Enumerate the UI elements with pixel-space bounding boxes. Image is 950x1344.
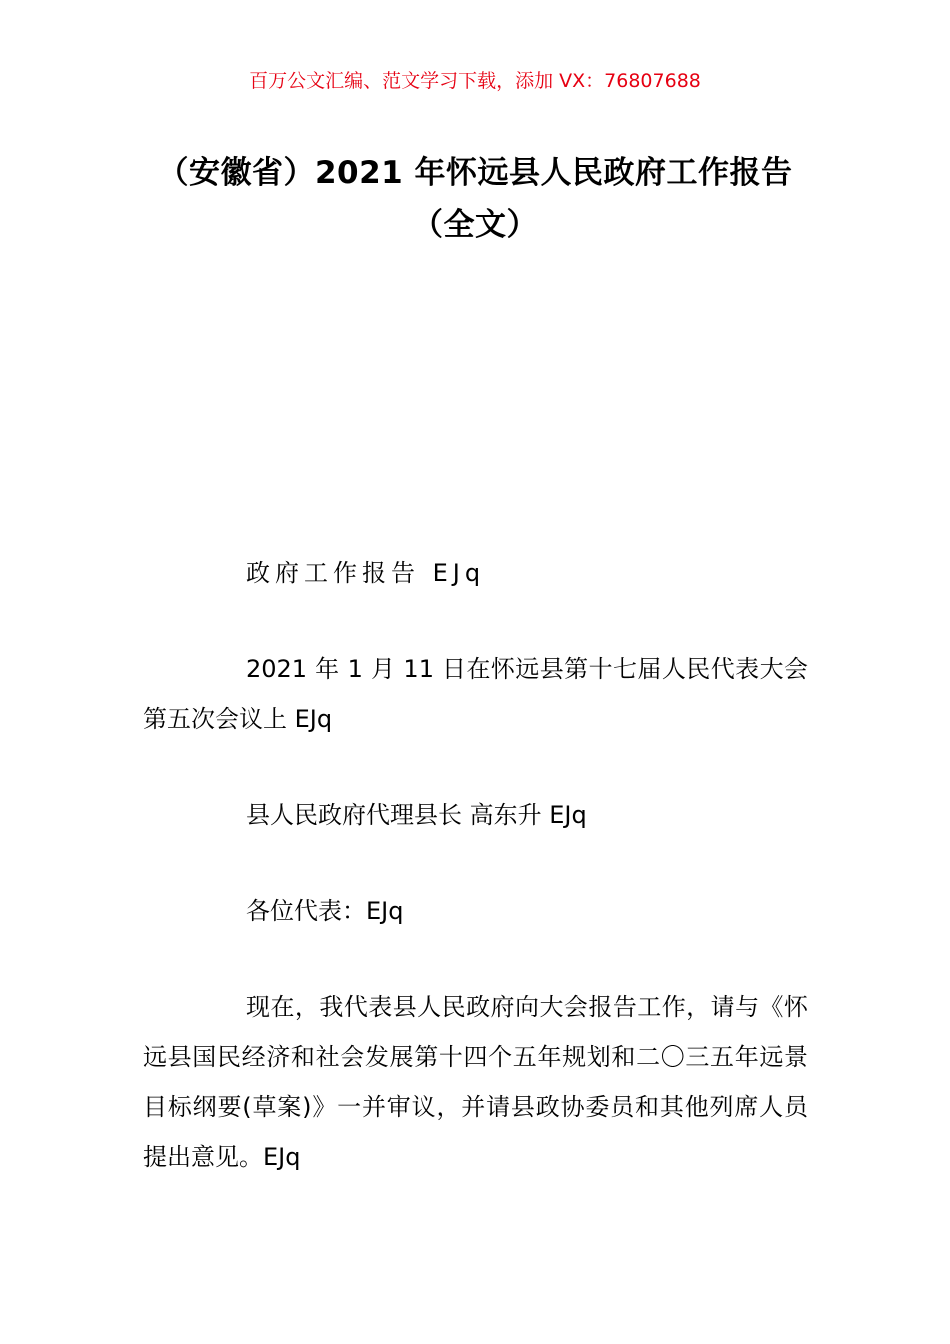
paragraph-opening: 现在，我代表县人民政府向大会报告工作，请与《怀远县国民经济和社会发展第十四个五年规划和二〇三五年远景目标纲要(草案)》一并审议，并请县政协委员和其他列席人员提出意见。EJq	[143, 993, 808, 1171]
paragraph-meeting-info: 2021 年 1 月 11 日在怀远县第十七届人民代表大会第五次会议上 EJq	[143, 655, 808, 733]
document-title: （安徽省）2021 年怀远县人民政府工作报告（全文）	[157, 155, 793, 243]
header-note: 百万公文汇编、范文学习下载，添加 VX：76807688	[249, 70, 701, 92]
paragraph-report-heading: 政府工作报告 EJq	[246, 559, 486, 587]
paragraph-salutation: 各位代表：EJq	[246, 897, 404, 925]
document-body	[143, 548, 808, 1228]
paragraph-speaker: 县人民政府代理县长 高东升 EJq	[246, 801, 587, 829]
